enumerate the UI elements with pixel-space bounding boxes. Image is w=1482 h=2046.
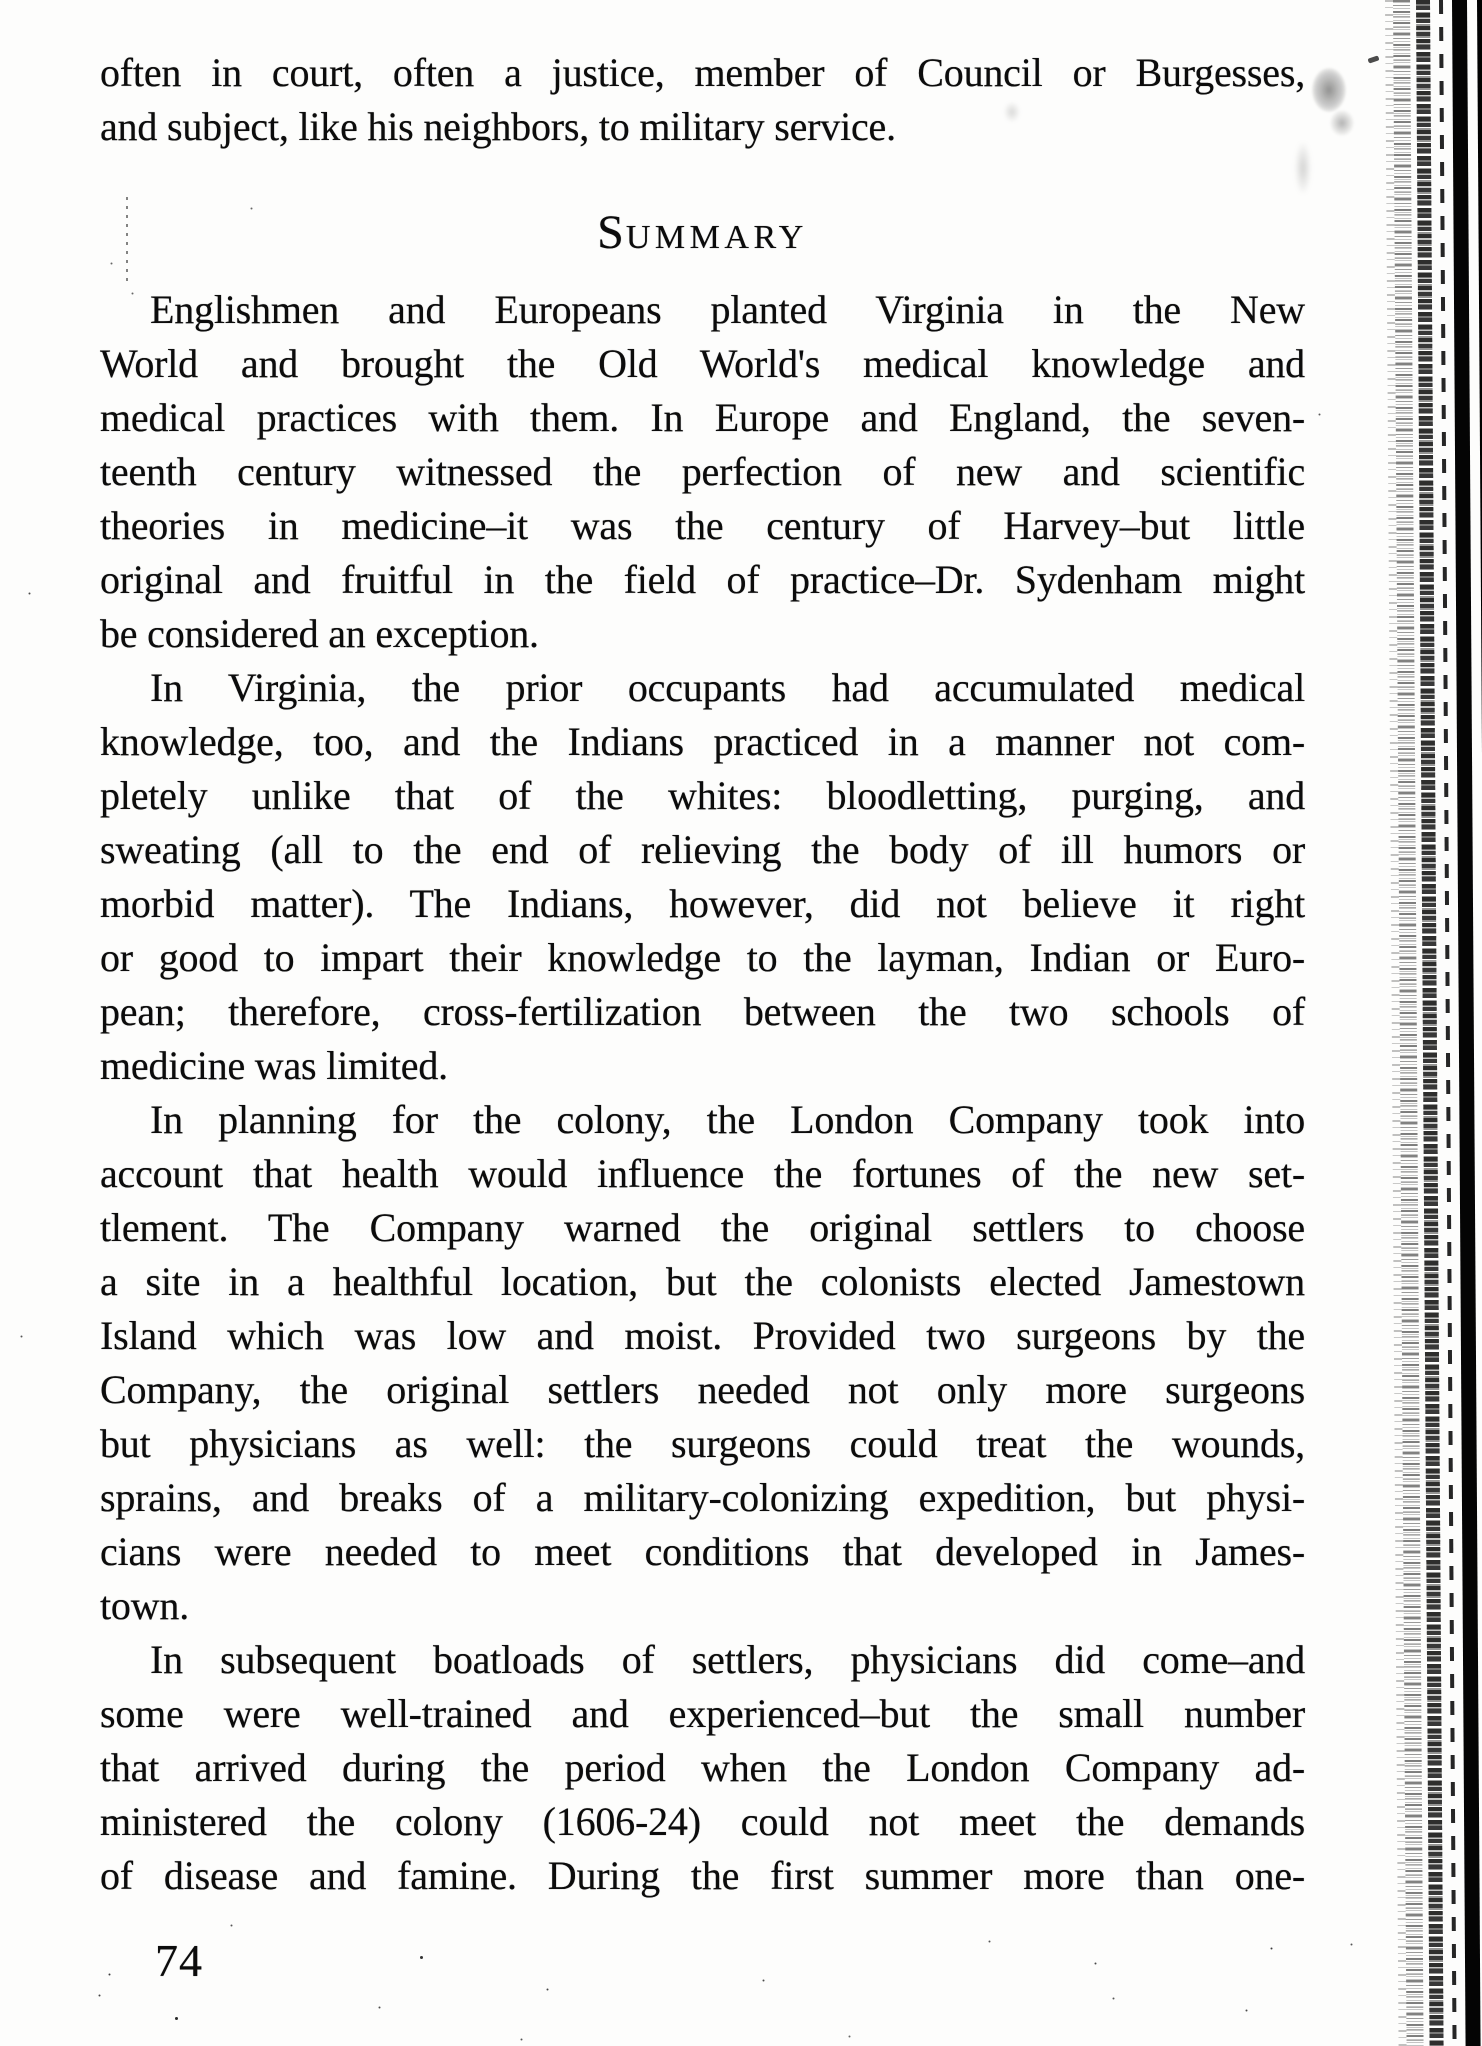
scan-noise-dots xyxy=(0,0,3,3)
text-line: be considered an exception. xyxy=(100,611,539,656)
text-line: some were well-trained and experienced–but the small number xyxy=(100,1691,1305,1736)
text-line: medicine was limited. xyxy=(100,1043,448,1088)
text-line: but physicians as well: the surgeons could treat the wounds, xyxy=(100,1421,1305,1466)
ink-smudge xyxy=(1312,68,1346,112)
page-edge-line xyxy=(1477,0,1482,2046)
text-line: ministered the colony (1606-24) could not meet the demands xyxy=(100,1799,1305,1844)
continuation-paragraph xyxy=(100,46,1305,154)
text-line: teenth century witnessed the perfection of new and scientific xyxy=(100,449,1305,494)
text-line: morbid matter). The Indians, however, did not believe it right xyxy=(100,881,1305,926)
text-line: or good to impart their knowledge to the layman, Indian or Euro- xyxy=(100,935,1305,980)
text-line: pean; therefore, cross-fertilization between the two schools of xyxy=(100,989,1305,1034)
text-line: Island which was low and moist. Provided two surgeons by the xyxy=(100,1313,1305,1358)
paragraph-3 xyxy=(100,1093,1305,1633)
text-line: account that health would influence the fortunes of the new set- xyxy=(100,1151,1305,1196)
text-line: a site in a healthful location, but the colonists elected Jamestown xyxy=(100,1259,1305,1304)
text-line: town. xyxy=(100,1583,190,1628)
section-heading xyxy=(100,205,1305,259)
heading-rest: UMMARY xyxy=(625,219,808,256)
paragraph-2 xyxy=(100,661,1305,1093)
text-line: cians were needed to meet conditions that developed in James- xyxy=(100,1529,1305,1574)
text-line: knowledge, too, and the Indians practiced in a manner not com- xyxy=(100,719,1305,764)
binding-speckle-band-outer xyxy=(1385,0,1407,2046)
text-line: Englishmen and Europeans planted Virginia in the New xyxy=(150,287,1305,332)
text-line: medical practices with them. In Europe and England, the seven- xyxy=(100,395,1305,440)
text-line: sprains, and breaks of a military-colonizing expedition, but physi- xyxy=(100,1475,1305,1520)
text-line: theories in medicine–it was the century of Harvey–but little xyxy=(100,503,1305,548)
text-line: tlement. The Company warned the original settlers to choose xyxy=(100,1205,1305,1250)
binding-speckle-band xyxy=(1393,0,1424,2046)
text-line: sweating (all to the end of relieving the body of ill humors or xyxy=(100,827,1305,872)
text-line: often in court, often a justice, member of Council or Burgesses, xyxy=(100,50,1305,95)
binding-dashed-line xyxy=(1439,0,1457,2046)
text-line: pletely unlike that of the whites: bloodletting, purging, and xyxy=(100,773,1305,818)
text-line: original and fruitful in the field of practice–Dr. Sydenham might xyxy=(100,557,1305,602)
text-line: World and brought the Old World's medical knowledge and xyxy=(100,341,1305,386)
binding-solid-bar xyxy=(1452,0,1481,2046)
heading-initial: S xyxy=(597,206,626,259)
paragraph-1 xyxy=(100,283,1305,661)
page-number: 74 xyxy=(155,1935,203,1986)
binding-speckle-band-dense xyxy=(1416,0,1444,2046)
ink-fleck xyxy=(1367,55,1379,63)
text-line: In Virginia, the prior occupants had accumulated medical xyxy=(150,665,1305,710)
text-line: and subject, like his neighbors, to military service. xyxy=(100,104,896,149)
margin-pencil-mark xyxy=(126,197,128,281)
ink-smudge xyxy=(1330,110,1354,136)
text-line: that arrived during the period when the London Company ad- xyxy=(100,1745,1305,1790)
text-line: Company, the original settlers needed not only more surgeons xyxy=(100,1367,1305,1412)
text-line: of disease and famine. During the first summer more than one- xyxy=(100,1853,1305,1898)
text-column xyxy=(100,46,1305,1903)
text-line: In subsequent boatloads of settlers, physicians did come–and xyxy=(150,1637,1305,1682)
paragraph-4 xyxy=(100,1633,1305,1903)
text-line: In planning for the colony, the London Company took into xyxy=(150,1097,1305,1142)
